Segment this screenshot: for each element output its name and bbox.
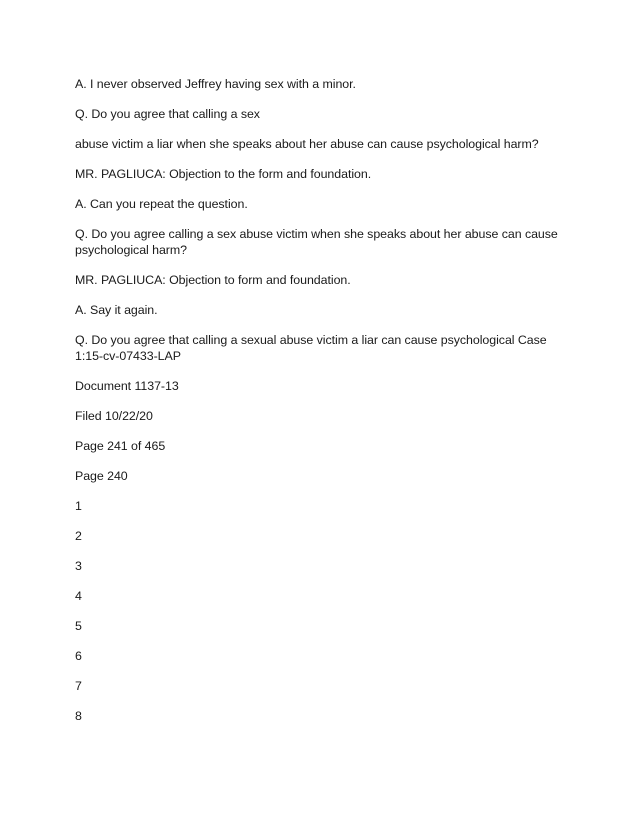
transcript-body <box>75 76 565 738</box>
line-number: 5 <box>75 619 82 633</box>
line-number: 6 <box>75 649 82 663</box>
document-number: Document 1137-13 <box>75 379 179 393</box>
paragraph-question-continued: abuse victim a liar when she speaks about her abuse can cause psychological harm? <box>75 137 539 151</box>
line-number: 8 <box>75 709 82 723</box>
page-of-total: Page 241 of 465 <box>75 439 166 453</box>
transcript-page-number: Page 240 <box>75 469 128 483</box>
paragraph-question: Q. Do you agree calling a sex abuse victim when she speaks about her abuse can cause psychological harm? <box>75 227 558 257</box>
paragraph-answer: A. I never observed Jeffrey having sex with a minor. <box>75 77 356 91</box>
line-number: 7 <box>75 679 82 693</box>
paragraph-objection: MR. PAGLIUCA: Objection to form and foundation. <box>75 273 351 287</box>
paragraph-question-case-header: Q. Do you agree that calling a sexual abuse victim a liar can cause psychological Case 1:15-cv-07433-LAP <box>75 333 547 363</box>
line-number: 4 <box>75 589 82 603</box>
filed-date: Filed 10/22/20 <box>75 409 153 423</box>
paragraph-answer: A. Can you repeat the question. <box>75 197 248 211</box>
line-number: 3 <box>75 559 82 573</box>
paragraph-objection: MR. PAGLIUCA: Objection to the form and foundation. <box>75 167 372 181</box>
line-number: 2 <box>75 529 82 543</box>
paragraph-answer: A. Say it again. <box>75 303 158 317</box>
paragraph-question: Q. Do you agree that calling a sex <box>75 107 260 121</box>
line-number: 1 <box>75 499 82 513</box>
